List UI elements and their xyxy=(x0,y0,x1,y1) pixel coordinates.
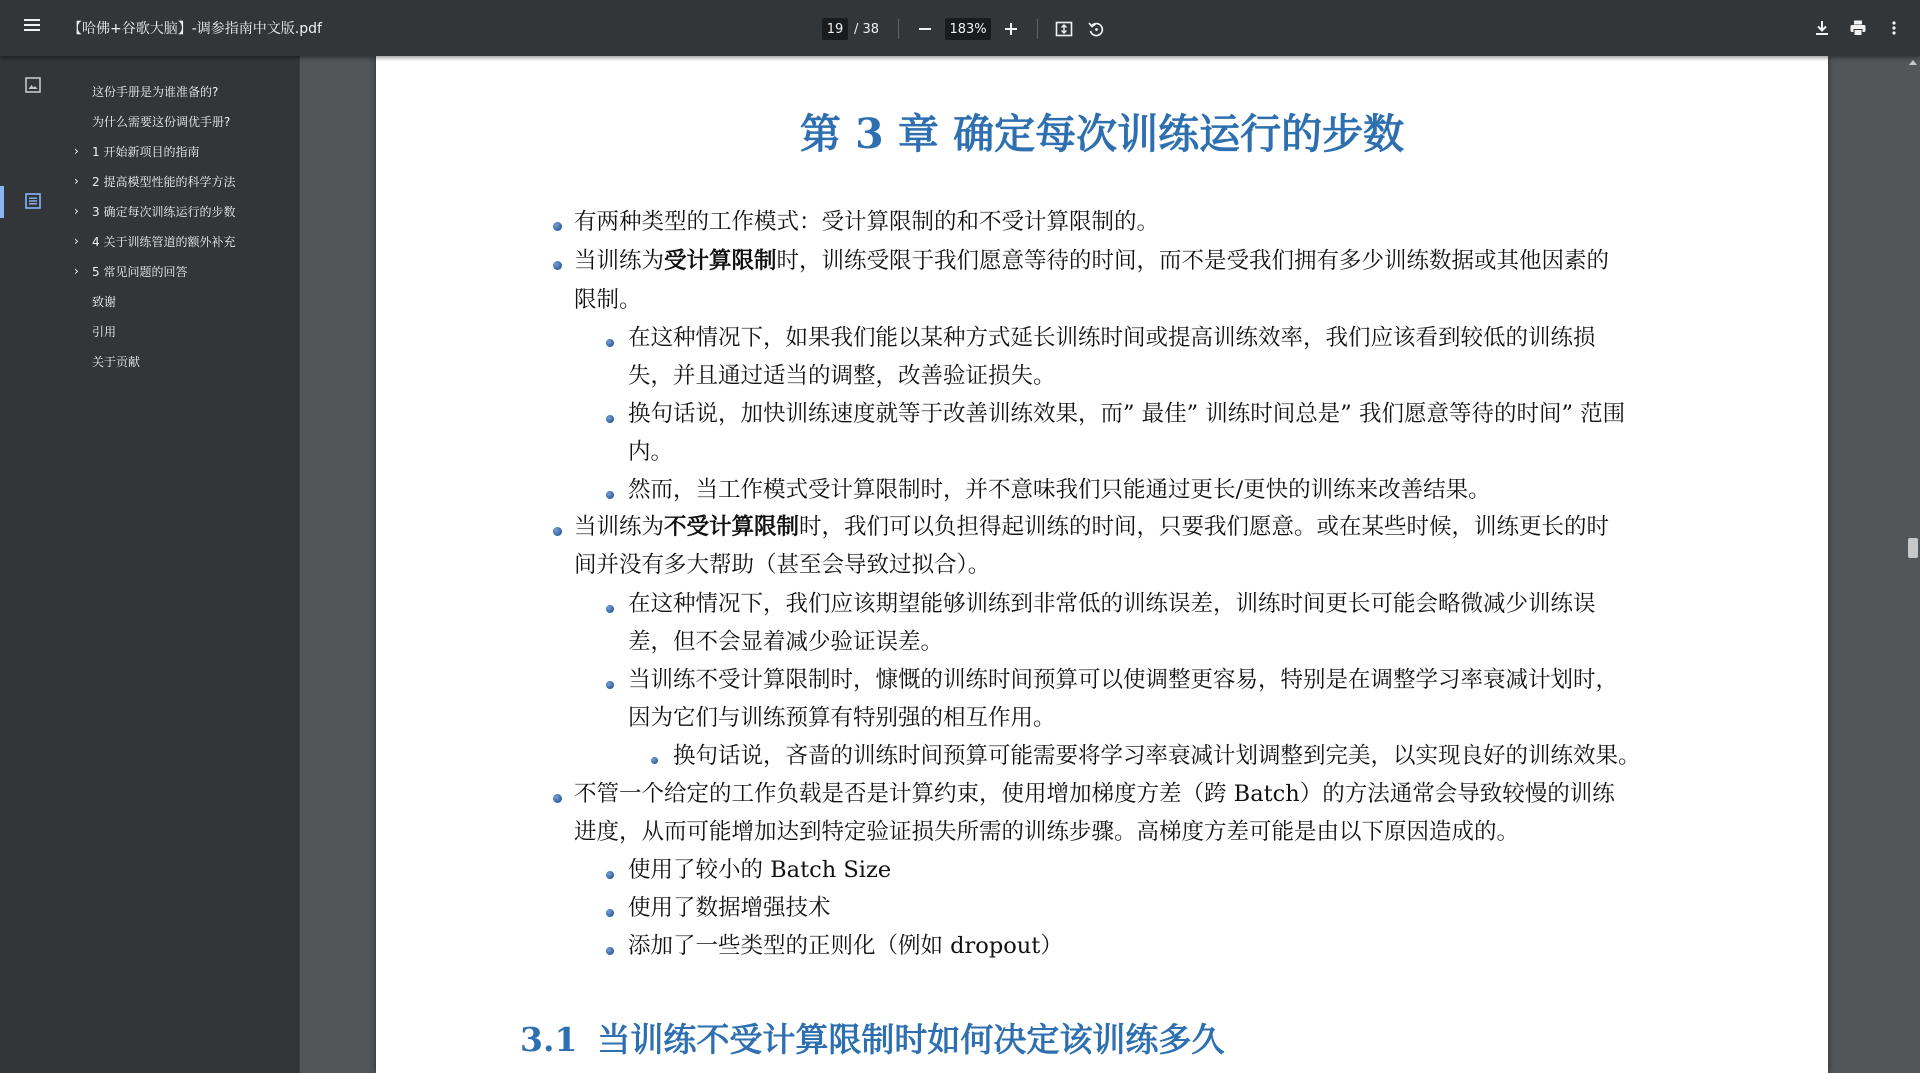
outline-item-label: 2 提高模型性能的科学方法 xyxy=(92,174,236,189)
bullet-icon xyxy=(553,527,562,536)
body-line: 当训练为受计算限制时，训练受限于我们愿意等待的时间，而不是受我们拥有多少训练数据或其他因素的 xyxy=(574,248,1610,274)
chapter-title: 第 3 章 确定每次训练运行的步数 xyxy=(799,110,1405,158)
sidebar-rail xyxy=(0,56,68,1073)
section-heading xyxy=(520,1014,1224,1061)
print-icon[interactable] xyxy=(1846,16,1870,40)
outline-item[interactable] xyxy=(74,136,200,166)
rotate-icon[interactable] xyxy=(1084,17,1108,41)
chevron-right-icon[interactable]: › xyxy=(74,204,79,218)
outline-item-label: 5 常见问题的回答 xyxy=(92,264,188,279)
toolbar-divider xyxy=(898,19,899,39)
bullet-icon xyxy=(606,491,614,499)
chevron-right-icon[interactable]: › xyxy=(74,144,79,158)
body-line: 限制。 xyxy=(574,287,642,313)
toolbar-divider xyxy=(1037,19,1038,39)
bullet-icon xyxy=(606,681,614,689)
bullet-icon xyxy=(553,794,562,803)
body-line: 内。 xyxy=(628,439,674,465)
bullet-icon xyxy=(606,415,614,423)
body-line: 换句话说，吝啬的训练时间预算可能需要将学习率衰减计划调整到完美，以实现良好的训练效果。 xyxy=(673,743,1641,769)
bullet-icon xyxy=(651,757,658,764)
page-controls xyxy=(822,17,1108,41)
body-line: 使用了较小的 Batch Size xyxy=(628,857,892,883)
body-line: 然而，当工作模式受计算限制时，并不意味我们只能通过更长/更快的训练来改善结果。 xyxy=(628,477,1491,503)
zoom-level-input[interactable]: 183% xyxy=(945,18,991,40)
chevron-right-icon[interactable]: › xyxy=(74,264,79,278)
body-line: 使用了数据增强技术 xyxy=(628,895,831,921)
outline-item-label: 这份手册是为谁准备的? xyxy=(92,84,219,99)
bullet-icon xyxy=(606,871,614,879)
body-line: 当训练不受计算限制时，慷慨的训练时间预算可以使调整更容易，特别是在调整学习率衰减计划时， xyxy=(628,667,1619,693)
outline-item[interactable] xyxy=(92,76,218,106)
total-pages: / 38 xyxy=(854,21,880,37)
outline-icon[interactable] xyxy=(24,192,44,212)
outline-item-label: 为什么需要这份调优手册? xyxy=(92,114,231,129)
active-indicator xyxy=(0,186,4,218)
pdf-page xyxy=(376,56,1828,1073)
bullet-icon xyxy=(606,605,614,613)
outline-item[interactable] xyxy=(74,196,236,226)
outline-item-label: 3 确定每次训练运行的步数 xyxy=(92,204,236,219)
fit-page-icon[interactable] xyxy=(1052,17,1076,41)
bullet-icon xyxy=(606,947,614,955)
document-outline xyxy=(68,56,300,1073)
outline-item[interactable] xyxy=(92,316,116,346)
outline-item-label: 1 开始新项目的指南 xyxy=(92,144,200,159)
body-line: 有两种类型的工作模式：受计算限制的和不受计算限制的。 xyxy=(574,209,1160,235)
body-line: 失，并且通过适当的调整，改善验证损失。 xyxy=(628,363,1056,389)
toolbar-actions xyxy=(1810,16,1906,40)
section-title: 当训练不受计算限制时如何决定该训练多久 xyxy=(597,1020,1225,1059)
outline-item[interactable] xyxy=(92,106,230,136)
outline-item[interactable] xyxy=(74,256,188,286)
chevron-right-icon[interactable]: › xyxy=(74,174,79,188)
document-title: 【哈佛+谷歌大脑】-调参指南中文版.pdf xyxy=(68,21,322,37)
outline-item-label: 致谢 xyxy=(92,294,117,309)
body-line: 不管一个给定的工作负载是否是计算约束，使用增加梯度方差（跨 Batch）的方法通常会导致较慢的训练 xyxy=(574,781,1615,807)
outline-item-label: 关于贡献 xyxy=(92,354,141,369)
bullet-icon xyxy=(553,261,562,270)
pdf-toolbar xyxy=(0,0,1920,56)
outline-item[interactable] xyxy=(74,166,236,196)
download-icon[interactable] xyxy=(1810,16,1834,40)
body-line: 当训练为不受计算限制时，我们可以负担得起训练的时间，只要我们愿意。或在某些时候，训练更长的时 xyxy=(574,514,1610,540)
menu-icon[interactable] xyxy=(20,16,44,40)
zoom-in-icon[interactable] xyxy=(999,17,1023,41)
body-line: 因为它们与训练预算有特别强的相互作用。 xyxy=(628,705,1056,731)
thumbnail-icon[interactable] xyxy=(24,76,44,96)
body-line: 间并没有多大帮助（甚至会导致过拟合）。 xyxy=(574,552,991,578)
outline-item[interactable] xyxy=(92,346,140,376)
bullet-icon xyxy=(606,339,614,347)
body-line: 进度，从而可能增加达到特定验证损失所需的训练步骤。高梯度方差可能是由以下原因造成的。 xyxy=(574,819,1520,845)
chevron-right-icon[interactable]: › xyxy=(74,234,79,248)
scroll-thumb[interactable] xyxy=(1908,538,1918,558)
body-line: 换句话说，加快训练速度就等于改善训练效果，而” 最佳” 训练时间总是” 我们愿意等待的时间” 范围 xyxy=(628,401,1626,427)
outline-item-label: 引用 xyxy=(92,324,117,339)
body-line: 在这种情况下，我们应该期望能够训练到非常低的训练误差，训练时间更长可能会略微减少训练误 xyxy=(628,591,1596,617)
zoom-out-icon[interactable] xyxy=(913,17,937,41)
section-number: 3.1 xyxy=(520,1020,578,1059)
outline-item-label: 4 关于训练管道的额外补充 xyxy=(92,234,236,249)
scrollbar[interactable] xyxy=(1906,56,1920,1073)
scroll-up-icon[interactable] xyxy=(1909,60,1917,65)
outline-item[interactable] xyxy=(74,226,236,256)
page-number-input[interactable]: 19 xyxy=(822,18,848,40)
outline-item[interactable] xyxy=(92,286,116,316)
body-line: 差，但不会显着减少验证误差。 xyxy=(628,629,944,655)
body-line: 在这种情况下，如果我们能以某种方式延长训练时间或提高训练效率，我们应该看到较低的训练损 xyxy=(628,325,1596,351)
body-line: 添加了一些类型的正则化（例如 dropout） xyxy=(628,933,1063,959)
bullet-icon xyxy=(553,222,562,231)
more-icon[interactable] xyxy=(1882,16,1906,40)
bullet-icon xyxy=(606,909,614,917)
